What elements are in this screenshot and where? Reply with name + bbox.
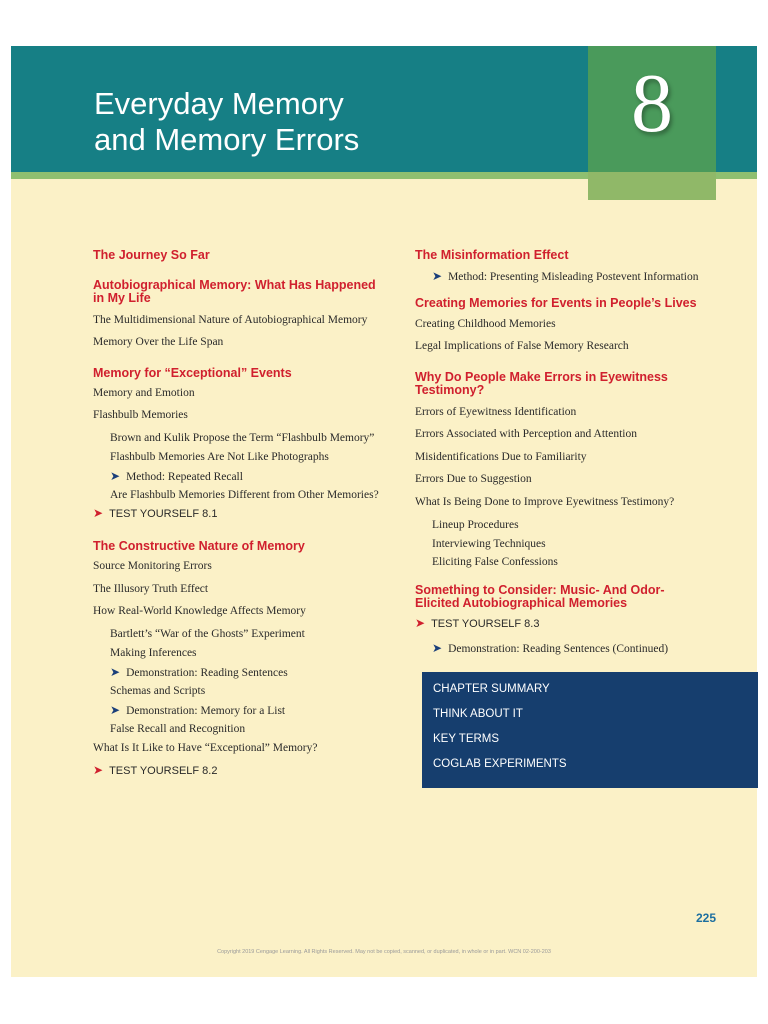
toc-heading-eyewitness-line1: Why Do People Make Errors in Eyewitness [415, 370, 668, 384]
arrow-icon: ➤ [93, 763, 104, 777]
toc-item-brown-kulik[interactable]: Brown and Kulik Propose the Term “Flashbulb Memory” [110, 432, 375, 444]
toc-item-method-repeated[interactable] [110, 469, 243, 484]
arrow-icon: ➤ [432, 641, 443, 655]
toc-item-real-world[interactable]: How Real-World Knowledge Affects Memory [93, 605, 306, 617]
toc-item-improve[interactable]: What Is Being Done to Improve Eyewitness Testimony? [415, 496, 675, 508]
toc-item-flashbulb[interactable]: Flashbulb Memories [93, 409, 188, 421]
arrow-icon: ➤ [110, 469, 121, 483]
toc-item-perception[interactable]: Errors Associated with Perception and Attention [415, 428, 637, 440]
toc-heading-consider-line1: Something to Consider: Music- And Odor- [415, 583, 665, 597]
toc-item-lifespan[interactable]: Memory Over the Life Span [93, 336, 224, 348]
toc-item-demo-reading[interactable] [110, 665, 288, 680]
chapter-title-line1: Everyday Memory [94, 86, 344, 121]
arrow-icon: ➤ [93, 506, 104, 520]
toc-item-not-photographs[interactable]: Flashbulb Memories Are Not Like Photographs [110, 451, 329, 463]
toc-item-source-monitoring[interactable]: Source Monitoring Errors [93, 560, 212, 572]
toc-item-demo-continued[interactable] [432, 641, 668, 656]
arrow-icon: ➤ [110, 703, 121, 717]
think-about-it-link[interactable]: THINK ABOUT IT [433, 708, 523, 720]
toc-item-bartlett[interactable]: Bartlett’s “War of the Ghosts” Experiment [110, 628, 305, 640]
toc-heading-eyewitness[interactable] [415, 371, 668, 397]
toc-item-method-repeated-label: Method: Repeated Recall [126, 471, 243, 483]
toc-test-8-1-label: TEST YOURSELF 8.1 [109, 508, 218, 520]
coglab-experiments-link[interactable]: COGLAB EXPERIMENTS [433, 758, 567, 770]
toc-item-method-misleading[interactable] [432, 269, 698, 284]
toc-item-demo-continued-label: Demonstration: Reading Sentences (Continued) [448, 643, 669, 655]
toc-item-schemas[interactable]: Schemas and Scripts [110, 685, 206, 697]
toc-item-suggestion[interactable]: Errors Due to Suggestion [415, 473, 532, 485]
toc-item-demo-list-label: Demonstration: Memory for a List [126, 705, 286, 717]
toc-item-different-memories[interactable]: Are Flashbulb Memories Different from Other Memories? [110, 489, 379, 501]
chapter-number: 8 [631, 57, 673, 150]
toc-heading-constructive[interactable]: The Constructive Nature of Memory [93, 539, 305, 553]
chapter-title-line2: and Memory Errors [94, 122, 360, 157]
toc-test-8-3[interactable] [415, 616, 539, 631]
toc-heading-misinformation[interactable]: The Misinformation Effect [415, 248, 569, 262]
toc-heading-eyewitness-line2: Testimony? [415, 383, 485, 397]
toc-item-demo-list[interactable] [110, 703, 285, 718]
toc-heading-journey[interactable]: The Journey So Far [93, 248, 210, 262]
arrow-icon: ➤ [110, 665, 121, 679]
toc-item-confessions[interactable]: Eliciting False Confessions [432, 556, 558, 568]
arrow-icon: ➤ [432, 269, 443, 283]
key-terms-link[interactable]: KEY TERMS [433, 733, 500, 745]
toc-test-8-3-label: TEST YOURSELF 8.3 [431, 618, 540, 630]
toc-heading-exceptional[interactable]: Memory for “Exceptional” Events [93, 366, 292, 380]
toc-item-false-recall[interactable]: False Recall and Recognition [110, 723, 246, 735]
toc-item-inferences[interactable]: Making Inferences [110, 647, 197, 659]
toc-test-8-2-label: TEST YOURSELF 8.2 [109, 765, 218, 777]
toc-item-method-misleading-label: Method: Presenting Misleading Postevent Information [448, 271, 699, 283]
toc-heading-consider[interactable] [415, 584, 665, 610]
toc-item-lineup[interactable]: Lineup Procedures [432, 519, 519, 531]
toc-heading-autobiographical-line1: Autobiographical Memory: What Has Happened [93, 278, 376, 292]
toc-heading-autobiographical[interactable] [93, 279, 376, 305]
chapter-title [94, 86, 359, 158]
toc-item-familiarity[interactable]: Misidentifications Due to Familiarity [415, 451, 587, 463]
toc-test-8-2[interactable] [93, 763, 217, 778]
arrow-icon: ➤ [415, 616, 426, 630]
chapter-number-tab [588, 172, 716, 200]
chapter-summary-link[interactable]: CHAPTER SUMMARY [433, 683, 550, 695]
toc-heading-autobiographical-line2: in My Life [93, 291, 151, 305]
toc-item-interviewing[interactable]: Interviewing Techniques [432, 538, 546, 550]
toc-item-childhood[interactable]: Creating Childhood Memories [415, 318, 556, 330]
toc-item-memory-emotion[interactable]: Memory and Emotion [93, 387, 195, 399]
toc-item-illusory-truth[interactable]: The Illusory Truth Effect [93, 583, 209, 595]
chapter-resources-box [422, 672, 758, 788]
toc-test-8-1[interactable] [93, 506, 217, 521]
toc-item-exceptional-memory[interactable]: What Is It Like to Have “Exceptional” Memory? [93, 742, 318, 754]
toc-heading-consider-line2: Elicited Autobiographical Memories [415, 596, 628, 610]
page-number: 225 [695, 911, 716, 925]
toc-item-multidimensional[interactable]: The Multidimensional Nature of Autobiographical Memory [93, 314, 368, 326]
copyright-notice: Copyright 2019 Cengage Learning. All Rights Reserved. May not be copied, scanned, or duplicated, in whole or in part. WCN 02-200-203 [217, 949, 551, 955]
toc-item-legal[interactable]: Legal Implications of False Memory Research [415, 340, 629, 352]
toc-item-identification[interactable]: Errors of Eyewitness Identification [415, 406, 577, 418]
toc-item-demo-reading-label: Demonstration: Reading Sentences [126, 667, 288, 679]
toc-heading-creating[interactable]: Creating Memories for Events in People’s Lives [415, 296, 697, 310]
